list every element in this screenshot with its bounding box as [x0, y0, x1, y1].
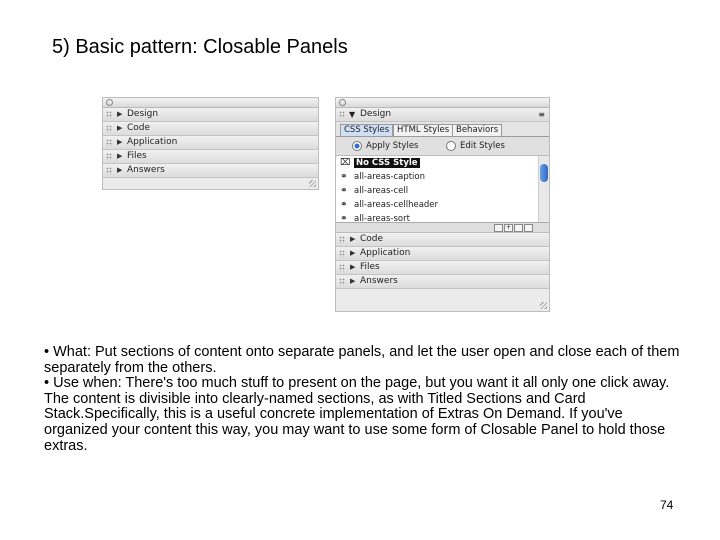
panel-row-design-expanded[interactable]: ▼ Design ≡: [336, 108, 549, 122]
options-menu-icon[interactable]: ≡: [538, 110, 545, 119]
list-item[interactable]: ⌧ No CSS Style: [340, 158, 418, 168]
grip-icon[interactable]: [106, 153, 112, 160]
panel-title-bar: [336, 98, 549, 108]
what-paragraph: • What: Put sections of content onto separate panels, and let the user open and close each of them separately from the others.: [44, 344, 680, 376]
panel-row-answers[interactable]: ▶ Answers: [336, 275, 549, 289]
grip-icon[interactable]: [339, 236, 345, 243]
attach-style-icon[interactable]: [494, 224, 503, 232]
edit-styles-label: Edit Styles: [460, 141, 505, 151]
collapsed-triangle-icon[interactable]: ▶: [117, 152, 123, 160]
expanded-panel-screenshot: [335, 97, 550, 312]
panel-row-application[interactable]: ▶ Application: [103, 136, 318, 150]
apply-styles-radio[interactable]: [352, 141, 362, 151]
panel-row-files[interactable]: ▶ Files: [336, 261, 549, 275]
scroll-thumb[interactable]: [540, 164, 548, 182]
collapsed-triangle-icon[interactable]: ▶: [350, 263, 356, 271]
grip-icon[interactable]: [339, 111, 345, 118]
collapsed-triangle-icon[interactable]: ▶: [117, 110, 123, 118]
resize-grip-icon[interactable]: [540, 302, 547, 309]
style-icon: ⚭: [340, 172, 348, 182]
tab-behaviors[interactable]: Behaviors: [452, 124, 502, 136]
list-scrollbar[interactable]: [538, 156, 549, 222]
list-item[interactable]: ⚭ all-areas-cellheader: [340, 200, 439, 210]
collapsed-triangle-icon[interactable]: ▶: [117, 138, 123, 146]
panel-row-files[interactable]: ▶ Files: [103, 150, 318, 164]
grip-icon[interactable]: [106, 139, 112, 146]
grip-icon[interactable]: [106, 111, 112, 118]
tab-bar: [336, 122, 549, 137]
grip-icon[interactable]: [339, 250, 345, 257]
panel-row-design[interactable]: ▶ Design: [103, 108, 318, 122]
grip-icon[interactable]: [339, 278, 345, 285]
collapsed-panel-screenshot: [102, 97, 319, 190]
panel-row-application[interactable]: ▶ Application: [336, 247, 549, 261]
collapsed-triangle-icon[interactable]: ▶: [117, 124, 123, 132]
panel-row-code[interactable]: ▶ Code: [336, 233, 549, 247]
use-when-paragraph: • Use when: There's too much stuff to present on the page, but you want it all only one click away. The content is divisible into clearly-named sections, as with Titled Sections and Card Stack.Specifically, this is a useful concrete implementation of Extras On Demand. If you've organized your content this way, you may want to use some form of Closable Panel to hold those extras.: [44, 375, 670, 454]
panel-title-bar: [103, 98, 318, 108]
edit-styles-radio[interactable]: [446, 141, 456, 151]
list-toolbar: [336, 223, 549, 233]
grip-icon[interactable]: [339, 264, 345, 271]
panel-row-code[interactable]: ▶ Code: [103, 122, 318, 136]
list-item[interactable]: ⚭ all-areas-cell: [340, 186, 409, 196]
list-item[interactable]: ⚭ all-areas-caption: [340, 172, 426, 182]
edit-style-icon[interactable]: [514, 224, 523, 232]
trash-icon[interactable]: [524, 224, 533, 232]
page-number: 74: [660, 498, 674, 512]
panel-menu-icon[interactable]: [339, 99, 346, 106]
collapsed-triangle-icon[interactable]: ▶: [350, 277, 356, 285]
style-icon: ⚭: [340, 186, 348, 196]
expanded-triangle-icon[interactable]: ▼: [349, 110, 356, 119]
collapsed-triangle-icon[interactable]: ▶: [350, 235, 356, 243]
slide-title: 5) Basic pattern: Closable Panels: [52, 36, 348, 58]
apply-styles-label: Apply Styles: [366, 141, 419, 151]
style-mode-bar: [336, 137, 549, 156]
style-icon: ⚭: [340, 200, 348, 210]
style-icon: ⚭: [340, 214, 348, 223]
grip-icon[interactable]: [106, 167, 112, 174]
panel-row-answers[interactable]: ▶ Answers: [103, 164, 318, 178]
grip-icon[interactable]: [106, 125, 112, 132]
tab-css-styles[interactable]: CSS Styles: [340, 124, 393, 136]
collapsed-triangle-icon[interactable]: ▶: [350, 249, 356, 257]
resize-grip-icon[interactable]: [309, 180, 316, 187]
add-style-icon[interactable]: +: [505, 224, 512, 231]
list-item[interactable]: ⚭ all-areas-sort: [336, 212, 549, 223]
collapsed-triangle-icon[interactable]: ▶: [117, 166, 123, 174]
body-text: [44, 345, 684, 454]
panel-menu-icon[interactable]: [106, 99, 113, 106]
tab-html-styles[interactable]: HTML Styles: [393, 124, 453, 136]
style-icon: ⌧: [340, 158, 351, 168]
css-style-list: [336, 156, 549, 223]
